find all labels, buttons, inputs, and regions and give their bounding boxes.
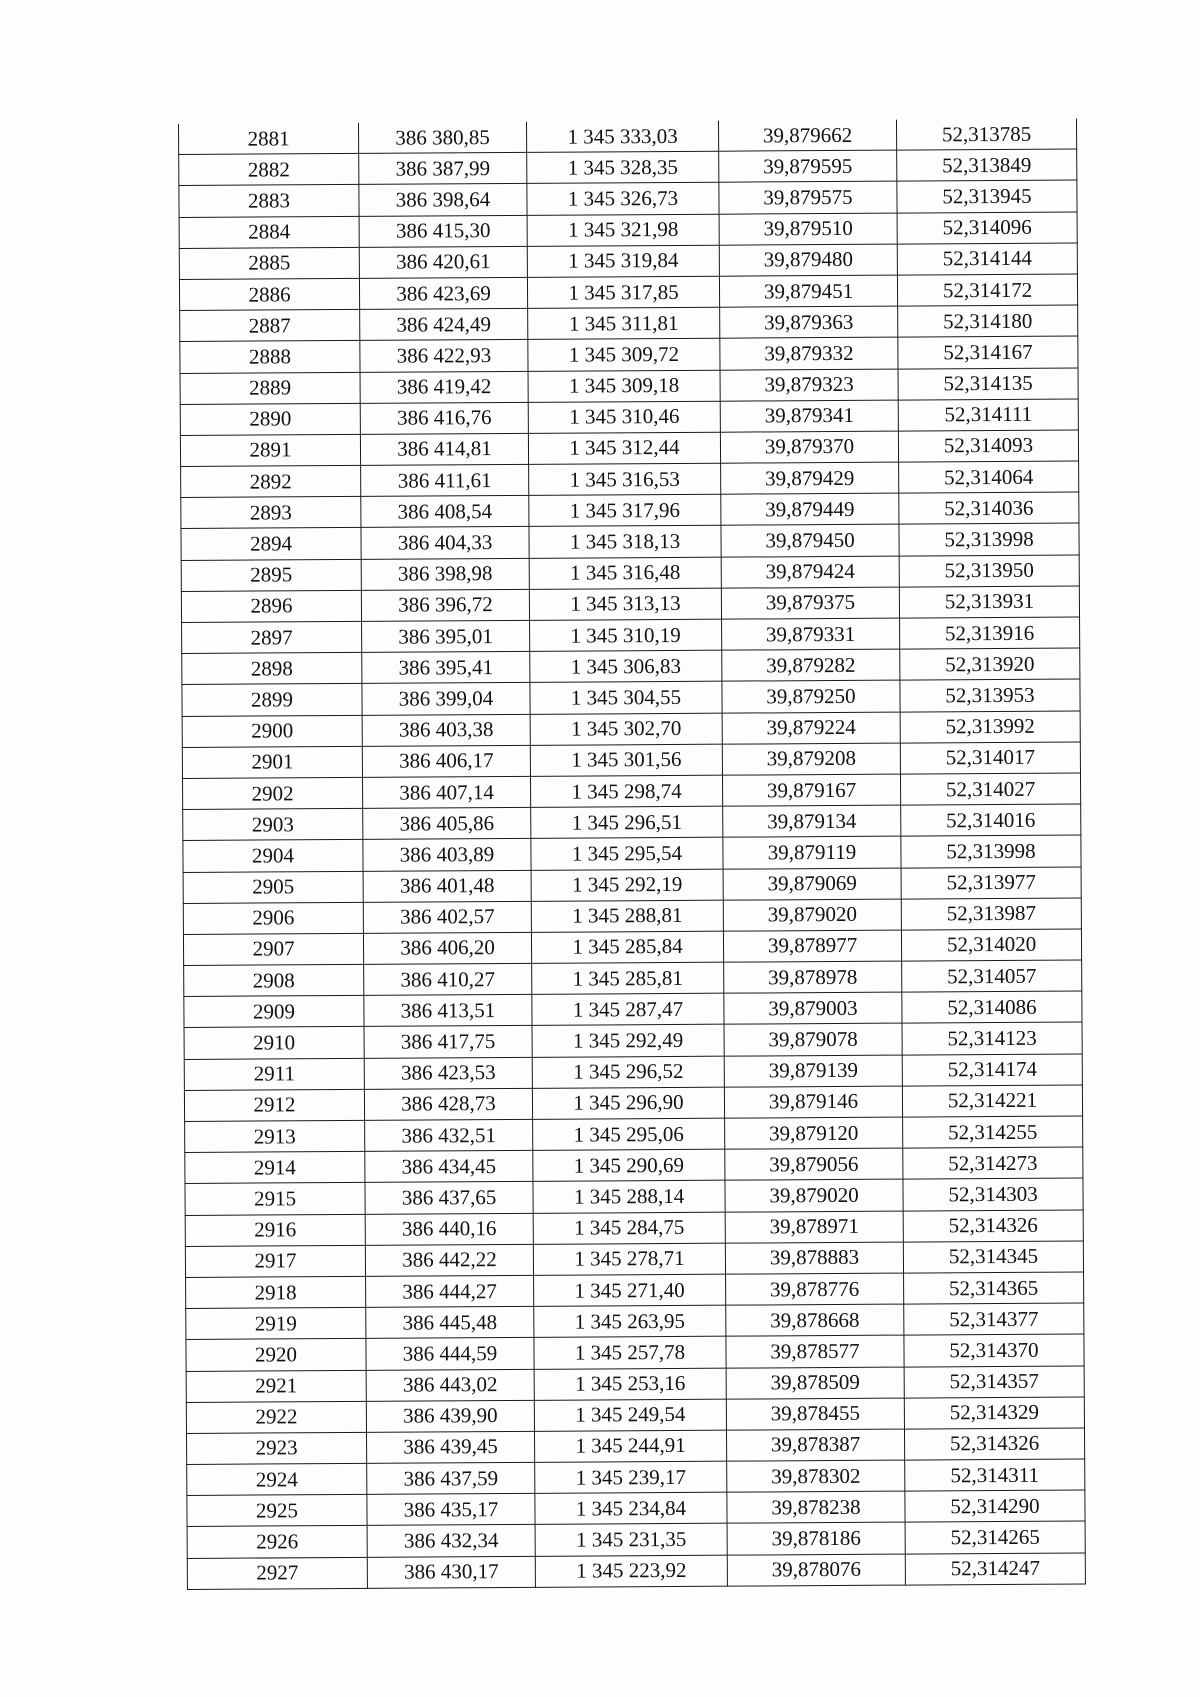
y-coordinate-cell: 1 345 321,98 [527,214,719,246]
latitude-cell: 39,879331 [722,618,900,650]
latitude-cell: 39,879450 [721,525,899,557]
y-coordinate-cell: 1 345 296,90 [532,1087,724,1119]
x-coordinate-cell: 386 415,30 [359,215,527,247]
longitude-cell: 52,313920 [900,648,1080,680]
point-number-cell: 2882 [179,154,359,186]
latitude-cell: 39,878883 [725,1242,903,1274]
y-coordinate-cell: 1 345 244,91 [534,1430,726,1462]
x-coordinate-cell: 386 439,90 [366,1400,534,1432]
x-coordinate-cell: 386 403,38 [362,714,530,746]
y-coordinate-cell: 1 345 290,69 [533,1149,725,1181]
y-coordinate-cell: 1 345 239,17 [535,1461,727,1493]
longitude-cell: 52,313785 [896,119,1076,151]
y-coordinate-cell: 1 345 296,51 [531,806,723,838]
point-number-cell: 2915 [185,1183,365,1215]
point-number-cell: 2891 [180,434,360,466]
coordinates-table-body [178,119,1085,1590]
longitude-cell: 52,313998 [901,835,1081,867]
y-coordinate-cell: 1 345 231,35 [535,1524,727,1556]
latitude-cell: 39,879370 [720,431,898,463]
latitude-cell: 39,878302 [727,1460,905,1492]
longitude-cell: 52,314180 [898,305,1078,337]
longitude-cell: 52,314273 [903,1147,1083,1179]
x-coordinate-cell: 386 406,20 [363,932,531,964]
y-coordinate-cell: 1 345 278,71 [533,1243,725,1275]
longitude-cell: 52,314135 [898,368,1078,400]
y-coordinate-cell: 1 345 285,81 [532,962,724,994]
x-coordinate-cell: 386 413,51 [364,995,532,1027]
longitude-cell: 52,313931 [899,586,1079,618]
longitude-cell: 52,314365 [904,1272,1084,1304]
x-coordinate-cell: 386 445,48 [366,1306,534,1338]
point-number-cell: 2898 [182,653,362,685]
latitude-cell: 39,878387 [726,1429,904,1461]
y-coordinate-cell: 1 345 309,72 [528,339,720,371]
longitude-cell: 52,314167 [898,336,1078,368]
point-number-cell: 2922 [186,1401,366,1433]
x-coordinate-cell: 386 395,01 [362,620,530,652]
point-number-cell: 2892 [181,465,361,497]
latitude-cell: 39,878971 [725,1211,903,1243]
x-coordinate-cell: 386 440,16 [365,1213,533,1245]
latitude-cell: 39,879069 [723,868,901,900]
longitude-cell: 52,313849 [897,149,1077,181]
longitude-cell: 52,314247 [905,1553,1085,1585]
x-coordinate-cell: 386 398,64 [359,184,527,216]
x-coordinate-cell: 386 430,17 [367,1556,535,1588]
x-coordinate-cell: 386 444,27 [366,1275,534,1307]
x-coordinate-cell: 386 422,93 [360,340,528,372]
latitude-cell: 39,879595 [719,150,897,182]
x-coordinate-cell: 386 437,65 [365,1182,533,1214]
y-coordinate-cell: 1 345 302,70 [530,713,722,745]
x-coordinate-cell: 386 432,51 [365,1119,533,1151]
x-coordinate-cell: 386 435,17 [367,1494,535,1526]
latitude-cell: 39,879139 [724,1055,902,1087]
x-coordinate-cell: 386 437,59 [367,1462,535,1494]
point-number-cell: 2893 [181,497,361,529]
x-coordinate-cell: 386 428,73 [364,1088,532,1120]
y-coordinate-cell: 1 345 316,53 [529,463,721,495]
latitude-cell: 39,878668 [726,1304,904,1336]
y-coordinate-cell: 1 345 310,46 [528,401,720,433]
point-number-cell: 2919 [186,1308,366,1340]
y-coordinate-cell: 1 345 313,13 [529,588,721,620]
point-number-cell: 2888 [180,341,360,373]
x-coordinate-cell: 386 403,89 [363,839,531,871]
y-coordinate-cell: 1 345 312,44 [528,432,720,464]
y-coordinate-cell: 1 345 310,19 [530,619,722,651]
longitude-cell: 52,313998 [899,523,1079,555]
y-coordinate-cell: 1 345 285,84 [531,931,723,963]
y-coordinate-cell: 1 345 311,81 [528,307,720,339]
point-number-cell: 2906 [183,902,363,934]
longitude-cell: 52,314020 [901,929,1081,961]
longitude-cell: 52,314123 [902,1022,1082,1054]
longitude-cell: 52,314255 [903,1116,1083,1148]
y-coordinate-cell: 1 345 301,56 [530,744,722,776]
y-coordinate-cell: 1 345 288,81 [531,900,723,932]
latitude-cell: 39,879451 [719,275,897,307]
x-coordinate-cell: 386 417,75 [364,1026,532,1058]
point-number-cell: 2904 [183,840,363,872]
point-number-cell: 2920 [186,1339,366,1371]
coordinates-sheet [178,119,1085,1590]
x-coordinate-cell: 386 424,49 [360,308,528,340]
latitude-cell: 39,878076 [727,1554,905,1586]
point-number-cell: 2916 [185,1214,365,1246]
x-coordinate-cell: 386 402,57 [363,901,531,933]
x-coordinate-cell: 386 410,27 [364,963,532,995]
longitude-cell: 52,314326 [904,1428,1084,1460]
y-coordinate-cell: 1 345 333,03 [526,121,718,153]
latitude-cell: 39,879375 [721,587,899,619]
y-coordinate-cell: 1 345 295,54 [531,837,723,869]
y-coordinate-cell: 1 345 306,83 [530,650,722,682]
point-number-cell: 2911 [184,1058,364,1090]
longitude-cell: 52,314036 [899,492,1079,524]
x-coordinate-cell: 386 399,04 [362,683,530,715]
point-number-cell: 2910 [184,1027,364,1059]
latitude-cell: 39,878977 [723,930,901,962]
y-coordinate-cell: 1 345 328,35 [527,151,719,183]
x-coordinate-cell: 386 401,48 [363,870,531,902]
latitude-cell: 39,879020 [723,899,901,931]
x-coordinate-cell: 386 398,98 [361,558,529,590]
x-coordinate-cell: 386 442,22 [365,1244,533,1276]
x-coordinate-cell: 386 406,17 [362,745,530,777]
x-coordinate-cell: 386 404,33 [361,527,529,559]
y-coordinate-cell: 1 345 317,96 [529,494,721,526]
y-coordinate-cell: 1 345 319,84 [527,245,719,277]
latitude-cell: 39,879429 [721,462,899,494]
y-coordinate-cell: 1 345 317,85 [527,276,719,308]
x-coordinate-cell: 386 434,45 [365,1151,533,1183]
x-coordinate-cell: 386 416,76 [360,402,528,434]
latitude-cell: 39,879282 [722,649,900,681]
x-coordinate-cell: 386 423,69 [359,277,527,309]
latitude-cell: 39,879120 [725,1117,903,1149]
y-coordinate-cell: 1 345 296,52 [532,1056,724,1088]
x-coordinate-cell: 386 407,14 [362,776,530,808]
point-number-cell: 2881 [178,123,358,155]
y-coordinate-cell: 1 345 257,78 [534,1336,726,1368]
latitude-cell: 39,878238 [727,1491,905,1523]
coordinates-table [178,119,1086,1590]
y-coordinate-cell: 1 345 292,49 [532,1025,724,1057]
latitude-cell: 39,878577 [726,1335,904,1367]
y-coordinate-cell: 1 345 298,74 [530,775,722,807]
longitude-cell: 52,314064 [899,461,1079,493]
longitude-cell: 52,314057 [902,960,1082,992]
point-number-cell: 2896 [181,590,361,622]
longitude-cell: 52,314016 [901,804,1081,836]
y-coordinate-cell: 1 345 253,16 [534,1368,726,1400]
point-number-cell: 2890 [180,403,360,435]
latitude-cell: 39,879424 [721,556,899,588]
point-number-cell: 2907 [183,933,363,965]
y-coordinate-cell: 1 345 309,18 [528,370,720,402]
y-coordinate-cell: 1 345 249,54 [534,1399,726,1431]
y-coordinate-cell: 1 345 288,14 [533,1181,725,1213]
longitude-cell: 52,313987 [901,898,1081,930]
point-number-cell: 2909 [184,996,364,1028]
latitude-cell: 39,879323 [720,369,898,401]
latitude-cell: 39,879250 [722,680,900,712]
point-number-cell: 2887 [180,310,360,342]
x-coordinate-cell: 386 414,81 [360,433,528,465]
x-coordinate-cell: 386 420,61 [359,246,527,278]
longitude-cell: 52,314357 [904,1365,1084,1397]
longitude-cell: 52,314093 [898,430,1078,462]
point-number-cell: 2897 [182,621,362,653]
longitude-cell: 52,314027 [900,773,1080,805]
point-number-cell: 2885 [179,247,359,279]
point-number-cell: 2901 [182,746,362,778]
y-coordinate-cell: 1 345 292,19 [531,869,723,901]
point-number-cell: 2912 [184,1089,364,1121]
y-coordinate-cell: 1 345 318,13 [529,526,721,558]
latitude-cell: 39,879224 [722,712,900,744]
y-coordinate-cell: 1 345 326,73 [527,183,719,215]
x-coordinate-cell: 386 387,99 [359,153,527,185]
longitude-cell: 52,314111 [898,399,1078,431]
longitude-cell: 52,314172 [897,274,1077,306]
point-number-cell: 2923 [186,1432,366,1464]
point-number-cell: 2900 [182,715,362,747]
x-coordinate-cell: 386 395,41 [362,652,530,684]
latitude-cell: 39,879056 [725,1148,903,1180]
longitude-cell: 52,314377 [904,1303,1084,1335]
point-number-cell: 2918 [186,1276,366,1308]
latitude-cell: 39,879449 [721,493,899,525]
y-coordinate-cell: 1 345 304,55 [530,682,722,714]
longitude-cell: 52,314370 [904,1334,1084,1366]
latitude-cell: 39,879332 [720,337,898,369]
y-coordinate-cell: 1 345 263,95 [534,1305,726,1337]
point-number-cell: 2917 [185,1245,365,1277]
longitude-cell: 52,314221 [902,1085,1082,1117]
latitude-cell: 39,878186 [727,1523,905,1555]
latitude-cell: 39,878776 [726,1273,904,1305]
x-coordinate-cell: 386 432,34 [367,1525,535,1557]
longitude-cell: 52,313977 [901,866,1081,898]
point-number-cell: 2927 [187,1557,367,1589]
latitude-cell: 39,879119 [723,836,901,868]
point-number-cell: 2903 [183,809,363,841]
latitude-cell: 39,879341 [720,400,898,432]
latitude-cell: 39,879662 [718,120,896,152]
point-number-cell: 2925 [187,1495,367,1527]
x-coordinate-cell: 386 405,86 [363,807,531,839]
x-coordinate-cell: 386 396,72 [361,589,529,621]
x-coordinate-cell: 386 411,61 [361,464,529,496]
point-number-cell: 2914 [185,1152,365,1184]
table-row [187,1553,1085,1590]
x-coordinate-cell: 386 408,54 [361,496,529,528]
y-coordinate-cell: 1 345 316,48 [529,557,721,589]
point-number-cell: 2895 [181,559,361,591]
longitude-cell: 52,313916 [900,617,1080,649]
latitude-cell: 39,879208 [722,743,900,775]
longitude-cell: 52,314144 [897,243,1077,275]
x-coordinate-cell: 386 423,53 [364,1057,532,1089]
longitude-cell: 52,314326 [903,1210,1083,1242]
point-number-cell: 2884 [179,216,359,248]
y-coordinate-cell: 1 345 287,47 [532,993,724,1025]
point-number-cell: 2894 [181,528,361,560]
longitude-cell: 52,314329 [904,1397,1084,1429]
longitude-cell: 52,313950 [899,555,1079,587]
point-number-cell: 2926 [187,1526,367,1558]
y-coordinate-cell: 1 345 271,40 [534,1274,726,1306]
latitude-cell: 39,879575 [719,181,897,213]
latitude-cell: 39,879134 [723,805,901,837]
y-coordinate-cell: 1 345 284,75 [533,1212,725,1244]
longitude-cell: 52,314290 [905,1490,1085,1522]
latitude-cell: 39,879003 [724,992,902,1024]
point-number-cell: 2913 [185,1120,365,1152]
x-coordinate-cell: 386 444,59 [366,1338,534,1370]
latitude-cell: 39,879078 [724,1024,902,1056]
y-coordinate-cell: 1 345 223,92 [535,1555,727,1587]
point-number-cell: 2886 [179,278,359,310]
y-coordinate-cell: 1 345 234,84 [535,1492,727,1524]
point-number-cell: 2902 [182,777,362,809]
longitude-cell: 52,314017 [900,742,1080,774]
x-coordinate-cell: 386 380,85 [358,122,526,154]
longitude-cell: 52,314086 [902,991,1082,1023]
latitude-cell: 39,879480 [719,244,897,276]
latitude-cell: 39,879510 [719,213,897,245]
latitude-cell: 39,878978 [724,961,902,993]
latitude-cell: 39,879167 [722,774,900,806]
latitude-cell: 39,878509 [726,1367,904,1399]
y-coordinate-cell: 1 345 295,06 [533,1118,725,1150]
longitude-cell: 52,314096 [897,212,1077,244]
longitude-cell: 52,313945 [897,180,1077,212]
point-number-cell: 2889 [180,372,360,404]
x-coordinate-cell: 386 439,45 [366,1431,534,1463]
latitude-cell: 39,879020 [725,1179,903,1211]
point-number-cell: 2905 [183,871,363,903]
longitude-cell: 52,314174 [902,1054,1082,1086]
longitude-cell: 52,314303 [903,1178,1083,1210]
longitude-cell: 52,314345 [903,1241,1083,1273]
latitude-cell: 39,879146 [724,1086,902,1118]
x-coordinate-cell: 386 419,42 [360,371,528,403]
point-number-cell: 2883 [179,185,359,217]
point-number-cell: 2924 [187,1463,367,1495]
longitude-cell: 52,313992 [900,711,1080,743]
point-number-cell: 2921 [186,1370,366,1402]
longitude-cell: 52,314311 [905,1459,1085,1491]
longitude-cell: 52,314265 [905,1521,1085,1553]
longitude-cell: 52,313953 [900,679,1080,711]
latitude-cell: 39,878455 [726,1398,904,1430]
point-number-cell: 2908 [184,964,364,996]
point-number-cell: 2899 [182,684,362,716]
x-coordinate-cell: 386 443,02 [366,1369,534,1401]
latitude-cell: 39,879363 [720,306,898,338]
